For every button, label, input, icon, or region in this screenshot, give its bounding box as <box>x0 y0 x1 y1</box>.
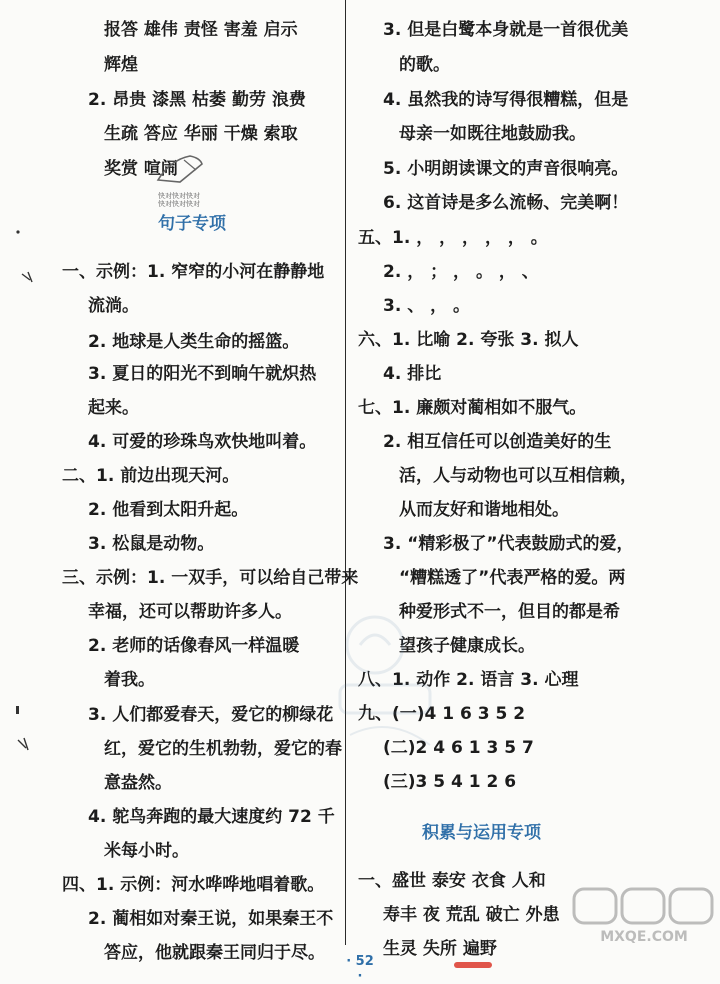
column-divider <box>345 0 346 945</box>
answer-line: 3. 人们都爱春天，爱它的柳绿花 <box>88 705 334 725</box>
answer-line: 4. 鸵鸟奔跑的最大速度约 72 千 <box>88 807 335 827</box>
answer-line: 2. 相互信任可以创造美好的生 <box>383 432 612 452</box>
answer-line: 七、1. 廉颇对蔺相如不服气。 <box>358 398 587 418</box>
answer-line: 4. 虽然我的诗写得很糟糕，但是 <box>383 90 629 110</box>
answer-line: 从而友好和谐地相处。 <box>399 500 569 520</box>
answer-line: 活，人与动物也可以互相信赖， <box>399 466 637 486</box>
answer-line: 2. 老师的话像春风一样温暖 <box>88 636 300 656</box>
answer-line: 4. 排比 <box>383 364 442 384</box>
scan-mark-icon <box>12 700 42 760</box>
answer-line: 3. 夏日的阳光不到晌午就炽热 <box>88 364 317 384</box>
answer-line: 2. 昂贵 漆黑 枯萎 勤劳 浪费 <box>88 90 306 110</box>
answer-line: 的歌。 <box>399 55 450 75</box>
page-number: · 52 · <box>346 954 374 984</box>
answer-line: 母亲一如既往地鼓励我。 <box>399 124 586 144</box>
answer-line: 报答 雄伟 责怪 害羞 启示 <box>104 20 298 40</box>
watermark-seal-icon <box>320 605 450 755</box>
answer-line: 九、(一)4 1 6 3 5 2 <box>358 704 526 724</box>
answer-logo-watermark-icon <box>570 885 718 945</box>
answer-line: 米每小时。 <box>104 841 189 861</box>
answer-line: 二、1. 前边出现天河。 <box>62 466 240 486</box>
answer-line: (二)2 4 6 1 3 5 7 <box>383 738 534 758</box>
scan-mark-icon <box>14 228 44 288</box>
svg-text:MXQE.COM: MXQE.COM <box>600 929 688 945</box>
answer-line: 三、示例：1. 一双手，可以给自己带来 <box>62 568 359 588</box>
answer-line: 五、1. ， ， ， ， ， 。 <box>358 228 548 248</box>
answer-line: 望孩子健康成长。 <box>399 636 535 656</box>
answer-line: 3. 、 ， 。 <box>383 296 471 316</box>
answer-line: 生疏 答应 华丽 干燥 索取 <box>104 124 298 144</box>
answer-line: 寿丰 夜 荒乱 破亡 外患 <box>383 905 560 925</box>
answer-line: 2. 蔺相如对秦王说，如果秦王不 <box>88 909 334 929</box>
section-title-sentences: 句子专项 <box>158 214 226 234</box>
stamp-text: 快对快对快对 快对快对快对 <box>158 192 200 208</box>
red-marker <box>454 962 492 968</box>
answer-line: 意盎然。 <box>104 773 172 793</box>
answer-line: 着我。 <box>104 670 155 690</box>
answer-line: 答应，他就跟秦王同归于尽。 <box>104 943 325 963</box>
answer-line: 幸福，还可以帮助许多人。 <box>88 602 292 622</box>
answer-line: 2. 他看到太阳升起。 <box>88 500 249 520</box>
answer-line: 6. 这首诗是多么流畅、完美啊！ <box>383 193 629 213</box>
answer-line: 八、1. 动作 2. 语言 3. 心理 <box>358 670 579 690</box>
answer-line: 2. 地球是人类生命的摇篮。 <box>88 332 300 352</box>
answer-line: 四、1. 示例：河水哗哗地唱着歌。 <box>62 875 325 895</box>
answer-line: 流淌。 <box>88 296 139 316</box>
answer-line: 一、示例：1. 窄窄的小河在静静地 <box>62 262 325 282</box>
pencil-doodle-icon <box>150 150 210 190</box>
answer-line: 3. 但是白鹭本身就是一首很优美 <box>383 20 629 40</box>
answer-line: 红，爱它的生机勃勃，爱它的春 <box>104 739 342 759</box>
answer-line: 奖赏 喧闹 <box>104 159 178 179</box>
answer-line: 起来。 <box>88 398 139 418</box>
answer-line: 3. 松鼠是动物。 <box>88 534 215 554</box>
answer-line: 5. 小明朗读课文的声音很响亮。 <box>383 159 629 179</box>
answer-line: “糟糕透了”代表严格的爱。两 <box>399 568 626 588</box>
answer-line: 种爱形式不一，但目的都是希 <box>399 602 620 622</box>
answer-line: 辉煌 <box>104 55 138 75</box>
answer-line: 六、1. 比喻 2. 夸张 3. 拟人 <box>358 330 579 350</box>
answer-line: 3. “精彩极了”代表鼓励式的爱， <box>383 534 634 554</box>
answer-line: 4. 可爱的珍珠鸟欢快地叫着。 <box>88 432 317 452</box>
answer-line: 2. ， ； ， 。 ， 、 <box>383 262 539 282</box>
answer-line: (三)3 5 4 1 2 6 <box>383 772 517 792</box>
answer-line: 生灵 失所 遍野 <box>383 939 497 959</box>
section-title-accumulation: 积累与运用专项 <box>422 823 541 843</box>
answer-line: 一、盛世 泰安 衣食 人和 <box>358 871 546 891</box>
